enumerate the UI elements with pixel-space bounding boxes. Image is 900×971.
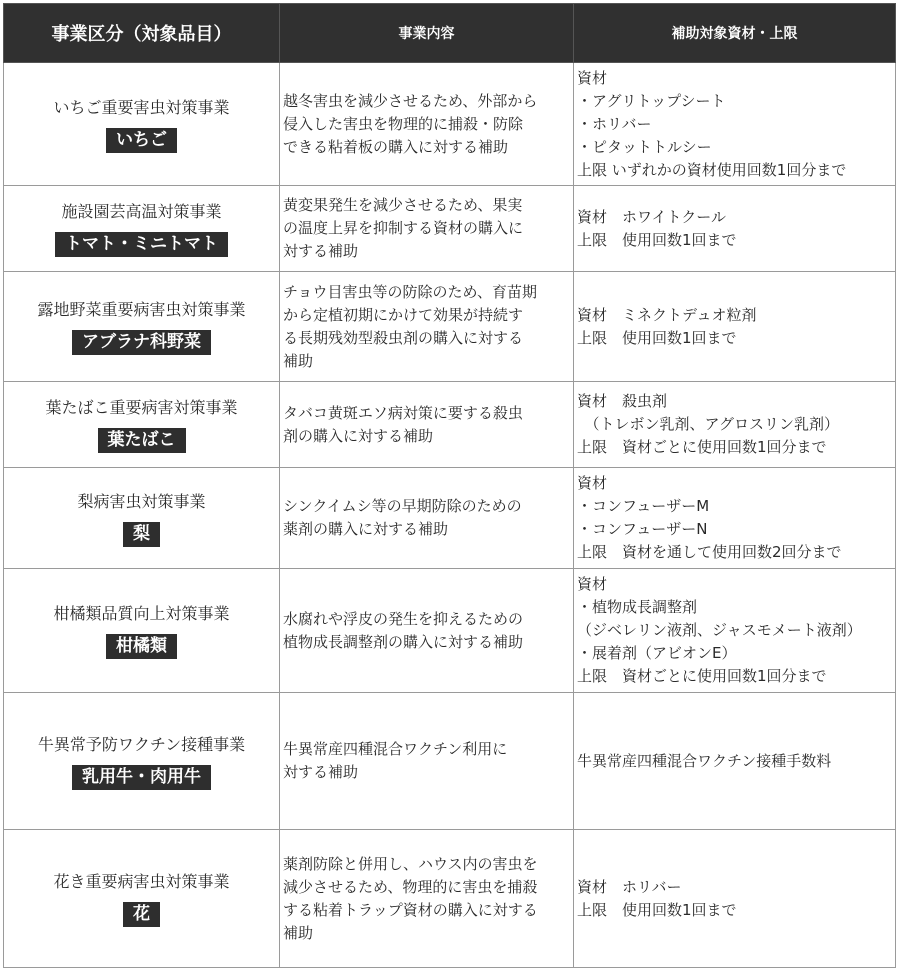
materials-line: ・コンフューザーM: [577, 497, 710, 515]
description-line: 植物成長調整剤の購入に対する補助: [283, 632, 524, 651]
description-line: 補助: [283, 923, 314, 942]
header-row: [4, 4, 896, 63]
table-row: [4, 272, 896, 382]
category-cell: [4, 830, 280, 968]
description-line: する粘着トラップ資材の購入に対する: [283, 900, 538, 919]
materials-cell: [574, 468, 896, 569]
description-line: 対する補助: [283, 242, 359, 260]
description-line: から定植初期にかけて効果が持続す: [283, 305, 524, 324]
category-cell: [4, 63, 280, 186]
category-cell: [4, 468, 280, 569]
materials-cell: [574, 382, 896, 468]
materials-line: 資材: [577, 474, 608, 492]
project-name: 柑橘類品質向上対策事業: [53, 604, 230, 623]
description-line: 薬剤防除と併用し、ハウス内の害虫を: [283, 854, 538, 873]
description-cell: [280, 186, 574, 272]
table-row: [4, 468, 896, 569]
description-line: 補助: [283, 351, 314, 370]
crop-badge: 乳用牛・肉用牛: [72, 765, 211, 790]
project-name: 花き重要病害虫対策事業: [53, 872, 230, 891]
description-line: シンクイムシ等の早期防除のための: [283, 497, 522, 515]
description-cell: [280, 468, 574, 569]
category-cell: [4, 569, 280, 693]
description-line: 越冬害虫を減少させるため、外部から: [283, 91, 538, 110]
category-cell: [4, 272, 280, 382]
materials-line: ・コンフューザーN: [577, 520, 708, 538]
description-line: 黄変果発生を減少させるため、果実: [283, 196, 523, 214]
table-row: [4, 693, 896, 830]
crop-badge: 柑橘類: [106, 634, 177, 659]
materials-line: 上限 使用回数1回まで: [577, 230, 737, 249]
materials-line: ・植物成長調整剤: [577, 598, 698, 616]
project-name: 梨病害虫対策事業: [77, 491, 206, 511]
materials-line: 上限 いずれかの資材使用回数1回分まで: [577, 160, 847, 179]
materials-line: （トレボン乳剤、アグロスリン乳剤）: [577, 415, 840, 433]
description-line: 水腐れや浮皮の発生を抑えるための: [283, 609, 524, 628]
materials-line: 上限 使用回数1回まで: [577, 900, 737, 919]
materials-cell: [574, 63, 896, 186]
materials-line: 資材 ミネクトデュオ粒剤: [577, 305, 757, 324]
table-row: [4, 63, 896, 186]
materials-line: 牛異常産四種混合ワクチン接種手数料: [577, 751, 832, 770]
table-row: [4, 569, 896, 693]
materials-line: 上限 資材を通して使用回数2回分まで: [577, 543, 842, 561]
materials-cell: [574, 569, 896, 693]
materials-line: 資材 ホワイトクール: [577, 207, 726, 226]
materials-line: 資材 殺虫剤: [577, 392, 668, 410]
materials-line: 上限 使用回数1回まで: [577, 328, 737, 347]
description-line: できる粘着板の購入に対する補助: [283, 137, 509, 156]
materials-line: 上限 資材ごとに使用回数1回分まで: [577, 438, 827, 456]
project-name: 露地野菜重要病害虫対策事業: [37, 300, 246, 319]
materials-line: 資材: [577, 575, 608, 593]
materials-line: 上限 資材ごとに使用回数1回分まで: [577, 667, 827, 685]
materials-cell: [574, 693, 896, 830]
description-cell: [280, 693, 574, 830]
materials-line: ・ピタットトルシー: [577, 137, 712, 156]
description-line: チョウ目害虫等の防除のため、育苗期: [283, 282, 537, 301]
table-row: [4, 830, 896, 968]
description-line: 牛異常産四種混合ワクチン利用に: [283, 740, 508, 758]
description-line: タバコ黄斑エソ病対策に要する殺虫: [283, 403, 523, 422]
crop-badge: 梨: [123, 522, 160, 547]
project-name: いちご重要害虫対策事業: [53, 97, 230, 117]
subsidy-table: [3, 3, 896, 968]
materials-line: （ジベレリン液剤、ジャスモメート液剤）: [577, 621, 862, 639]
crop-badge: いちご: [106, 128, 177, 153]
materials-line: ・展着剤（アビオンE）: [577, 644, 737, 662]
description-cell: [280, 382, 574, 468]
description-line: の温度上昇を抑制する資材の購入に: [283, 219, 524, 237]
description-cell: [280, 830, 574, 968]
description-line: る長期残効型殺虫剤の購入に対する: [283, 328, 524, 347]
materials-cell: [574, 272, 896, 382]
project-name: 牛異常予防ワクチン接種事業: [37, 734, 246, 754]
description-line: 剤の購入に対する補助: [283, 426, 434, 445]
description-cell: [280, 272, 574, 382]
materials-line: ・アグリトップシート: [577, 91, 726, 110]
materials-cell: [574, 830, 896, 968]
header-content: 事業内容: [280, 4, 574, 63]
table-row: [4, 186, 896, 272]
description-line: 薬剤の購入に対する補助: [283, 520, 449, 538]
description-line: 減少させるため、物理的に害虫を捕殺: [283, 877, 538, 896]
crop-badge: 葉たばこ: [98, 428, 186, 453]
description-line: 対する補助: [283, 763, 359, 781]
table-body: [4, 63, 896, 968]
description-cell: [280, 569, 574, 693]
materials-line: 資材 ホリバー: [577, 877, 682, 896]
description-cell: [280, 63, 574, 186]
category-cell: [4, 186, 280, 272]
crop-badge: アブラナ科野菜: [72, 330, 211, 355]
header-category: 事業区分（対象品目）: [4, 4, 280, 63]
materials-line: 資材: [577, 68, 608, 87]
crop-badge: 花: [123, 902, 160, 927]
description-line: 侵入した害虫を物理的に捕殺・防除: [283, 114, 524, 133]
table-row: [4, 382, 896, 468]
project-name: 施設園芸高温対策事業: [61, 202, 222, 221]
project-name: 葉たばこ重要病害対策事業: [45, 398, 238, 417]
category-cell: [4, 693, 280, 830]
crop-badge: トマト・ミニトマト: [55, 232, 228, 257]
materials-line: ・ホリバー: [577, 114, 652, 133]
category-cell: [4, 382, 280, 468]
header-materials: 補助対象資材・上限: [574, 4, 896, 63]
materials-cell: [574, 186, 896, 272]
